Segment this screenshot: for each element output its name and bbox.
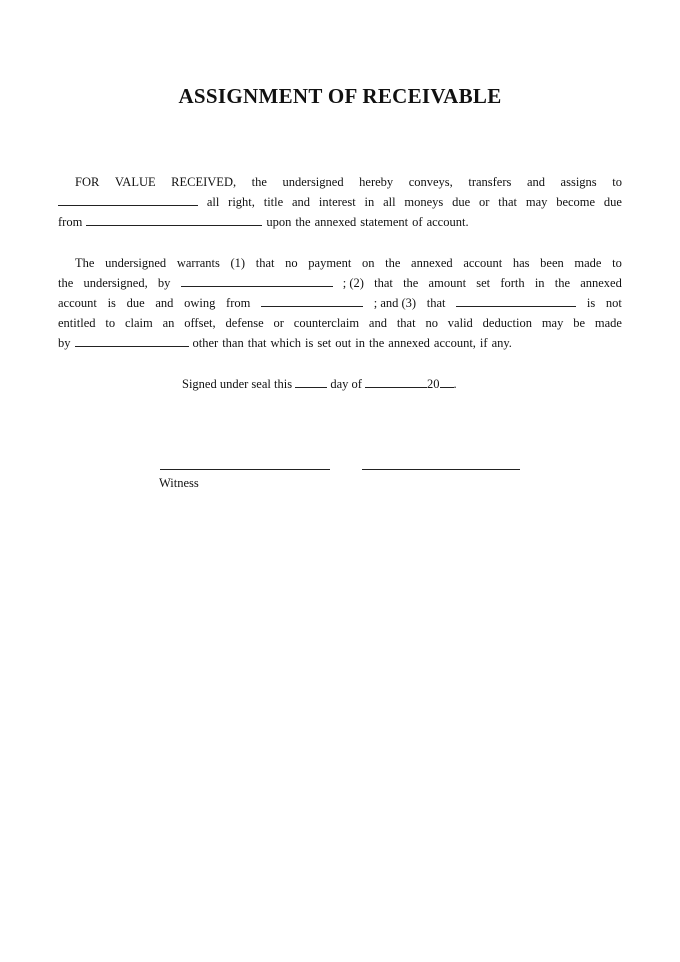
paragraph-warranties	[58, 253, 622, 353]
text-line: by other than that which is set out in the annexed account, if any.	[58, 333, 622, 353]
witness-label: Witness	[159, 476, 199, 490]
text-line: from upon the annexed statement of account.	[58, 212, 622, 232]
year-blank[interactable]	[440, 374, 454, 388]
signed-under-seal-line: Signed under seal this day of 20 .	[182, 374, 457, 392]
offset-party-blank[interactable]	[456, 293, 576, 307]
paragraph-value-received	[58, 172, 622, 232]
text-line: FOR VALUE RECEIVED, the undersigned hereby conveys, transfers and assigns to	[75, 175, 622, 189]
month-blank[interactable]	[365, 374, 427, 388]
witness-signature-line[interactable]	[160, 469, 330, 470]
text-line: entitled to claim an offset, defense or counterclaim and that no valid deduction may be made	[58, 316, 622, 330]
text-line: the undersigned, by ; (2) that the amount set forth in the annexed	[58, 273, 622, 293]
assignor-signature-line[interactable]	[362, 469, 520, 470]
owing-from-blank[interactable]	[261, 293, 363, 307]
text-line: all right, title and interest in all moneys due or that may become due	[58, 192, 622, 212]
deduction-by-blank[interactable]	[75, 333, 189, 347]
payment-by-blank[interactable]	[181, 273, 333, 287]
assignee-blank[interactable]	[58, 192, 198, 206]
document-title: ASSIGNMENT OF RECEIVABLE	[178, 84, 502, 108]
text-line: The undersigned warrants (1) that no payment on the annexed account has been made to	[75, 256, 622, 270]
day-blank[interactable]	[295, 374, 327, 388]
debtor-blank[interactable]	[86, 212, 262, 226]
text-line: account is due and owing from ; and (3) that is not	[58, 293, 622, 313]
